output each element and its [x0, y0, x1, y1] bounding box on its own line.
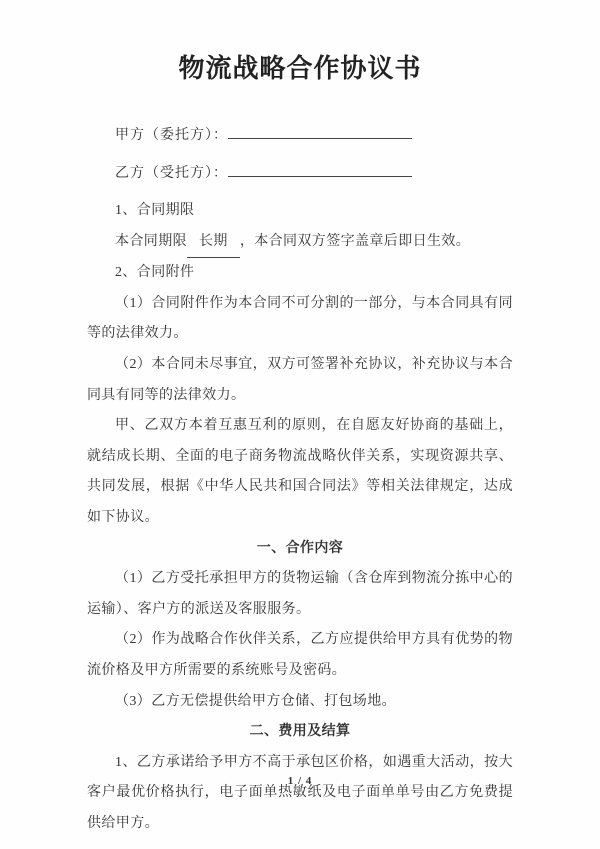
page-number: 1 / 4	[287, 775, 313, 787]
paragraph: （1）乙方受托承担甲方的货物运输（含仓库到物流分拣中心的运输）、客户方的派送及客服服务。	[87, 571, 513, 617]
party-b-label: 乙方（受托方）：	[115, 166, 228, 181]
paragraph: （3）乙方无偿提供给甲方仓储、打包场地。	[115, 693, 396, 709]
paragraph: 1、乙方承诺给予甲方不高于承包区价格，如遇重大活动，按大客户最优价格执行，电子面单热敏纸及电子面单单号由乙方免费提供给甲方。	[87, 754, 513, 831]
paragraph: （2）作为战略合作伙伴关系，乙方应提供给甲方具有优势的物流价格及甲方所需要的系统账号及密码。	[87, 632, 513, 678]
fill-in-line	[87, 227, 513, 259]
paragraph: 2、合同附件	[115, 265, 195, 281]
fill-prefix: 本合同期限	[115, 233, 187, 249]
fill-suffix: ，本合同双方签字盖章后即日生效。	[239, 233, 471, 249]
party-a-blank-field	[228, 124, 412, 139]
paragraph: 1、合同期限	[115, 203, 195, 218]
party-a-line	[87, 120, 513, 151]
document-title: 物流战略合作协议书	[178, 53, 422, 83]
paragraph: （2）本合同未尽事宜，双方可签署补充协议，补充协议与本合同具有同等的法律效力。	[87, 356, 513, 403]
paragraph: （1）合同附件作为本合同不可分割的一部分，与本合同具有同等的法律效力。	[87, 295, 513, 342]
contract-term-blank: 长期	[187, 227, 240, 259]
section-heading: 二、费用及结算	[249, 724, 351, 740]
party-b-blank-field	[228, 162, 412, 177]
party-b-line	[87, 158, 513, 189]
party-a-label: 甲方（委托方）：	[115, 128, 228, 143]
section-heading: 一、合作内容	[256, 540, 344, 556]
paragraph: 甲、乙双方本着互惠互利的原则，在自愿友好协商的基础上，就结成长期、全面的电子商务物流战略伙伴关系，实现资源共享、共同发展，根据《中华人民共和国合同法》等相关法律规定，达成如下协议。	[87, 418, 513, 525]
document-body	[87, 196, 513, 839]
